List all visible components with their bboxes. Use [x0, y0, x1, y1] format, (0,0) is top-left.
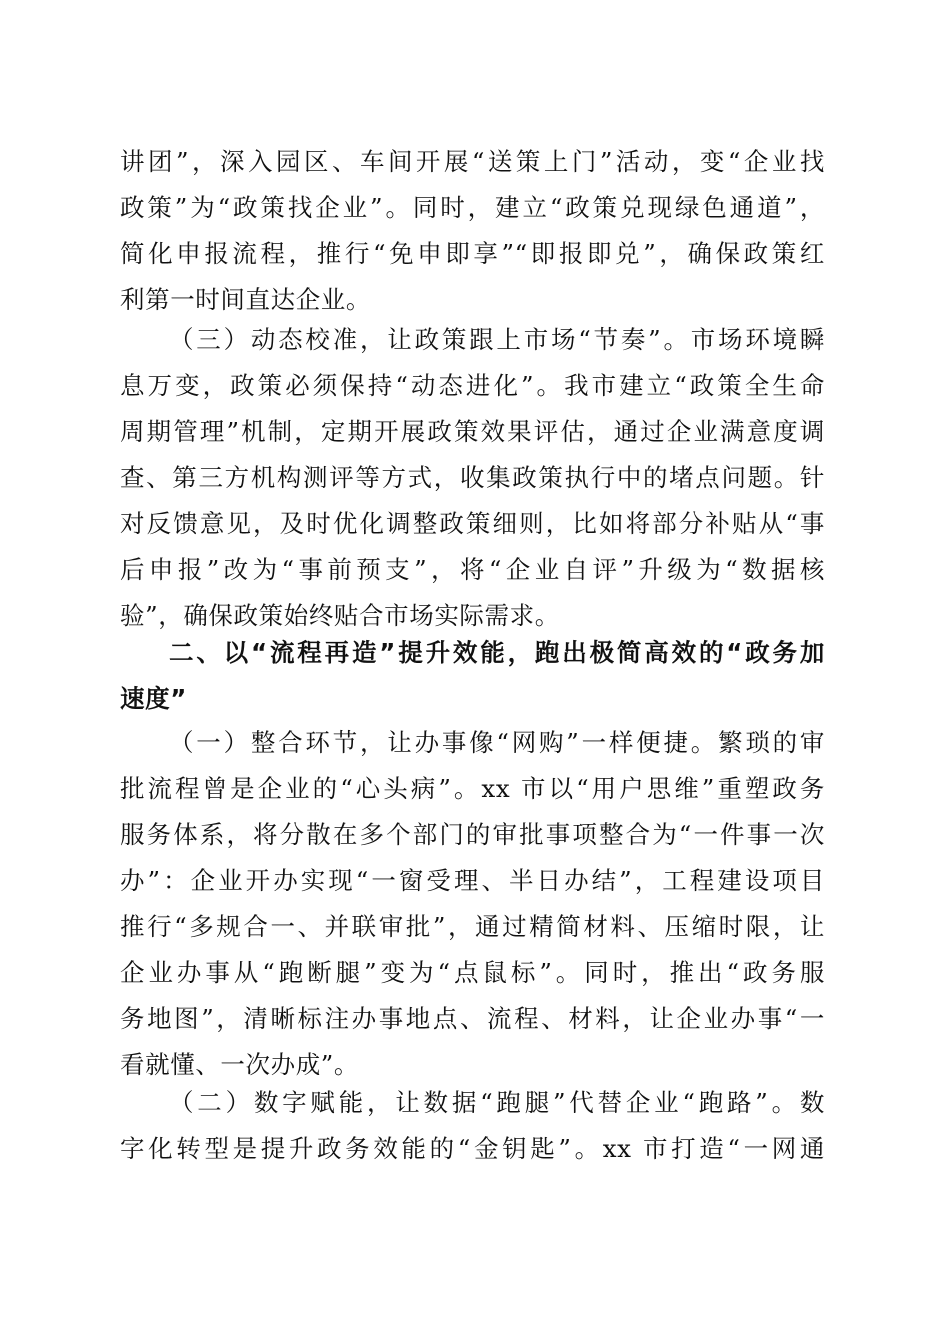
text-line: 对反馈意见，及时优化调整政策细则，比如将部分补贴从“事: [120, 509, 825, 538]
text-line: 字化转型是提升政务效能的“金钥匙”。xx 市打造“一网通: [120, 1134, 825, 1163]
text-line: 验”，确保政策始终贴合市场实际需求。: [120, 601, 560, 630]
text-line: 查、第三方机构测评等方式，收集政策执行中的堵点问题。针: [120, 463, 825, 492]
text-line: 讲团”，深入园区、车间开展“送策上门”活动，变“企业找: [120, 147, 825, 176]
paragraph-digital-empowerment: [120, 1080, 825, 1172]
heading-line: 二、以“流程再造”提升效能，跑出极简高效的“政务加: [169, 638, 825, 667]
paragraph-dynamic-calibration: [120, 317, 825, 639]
text-line: （一）整合环节，让办事像“网购”一样便捷。繁琐的审: [169, 728, 825, 757]
text-line: 办”：企业开办实现“一窗受理、半日办结”，工程建设项目: [120, 866, 825, 895]
heading-line: 速度”: [120, 684, 187, 713]
text-line: 批流程曾是企业的“心头病”。xx 市以“用户思维”重塑政务: [120, 774, 825, 803]
text-line: 利第一时间直达企业。: [120, 285, 371, 314]
text-line: 务地图”，清晰标注办事地点、流程、材料，让企业办事“一: [120, 1004, 825, 1033]
paragraph-policy-delivery: [120, 139, 825, 323]
text-line: 服务体系，将分散在多个部门的审批事项整合为“一件事一次: [120, 820, 825, 849]
text-line: 看就懂、一次办成”。: [120, 1050, 360, 1079]
text-line: 息万变，政策必须保持“动态进化”。我市建立“政策全生命: [120, 371, 825, 400]
text-line: 周期管理”机制，定期开展政策效果评估，通过企业满意度调: [120, 417, 825, 446]
text-line: （三）动态校准，让政策跟上市场“节奏”。市场环境瞬: [169, 325, 825, 354]
section-heading-two: [120, 630, 825, 722]
text-line: （二）数字赋能，让数据“跑腿”代替企业“跑路”。数: [169, 1088, 825, 1117]
text-line: 简化申报流程，推行“免申即享”“即报即兑”，确保政策红: [120, 239, 825, 268]
text-line: 推行“多规合一、并联审批”，通过精简材料、压缩时限，让: [120, 912, 825, 941]
text-line: 后申报”改为“事前预支”，将“企业自评”升级为“数据核: [120, 555, 825, 584]
paragraph-integrate-steps: [120, 720, 825, 1088]
text-line: 政策”为“政策找企业”。同时，建立“政策兑现绿色通道”，: [120, 193, 825, 222]
text-line: 企业办事从“跑断腿”变为“点鼠标”。同时，推出“政务服: [120, 958, 825, 987]
